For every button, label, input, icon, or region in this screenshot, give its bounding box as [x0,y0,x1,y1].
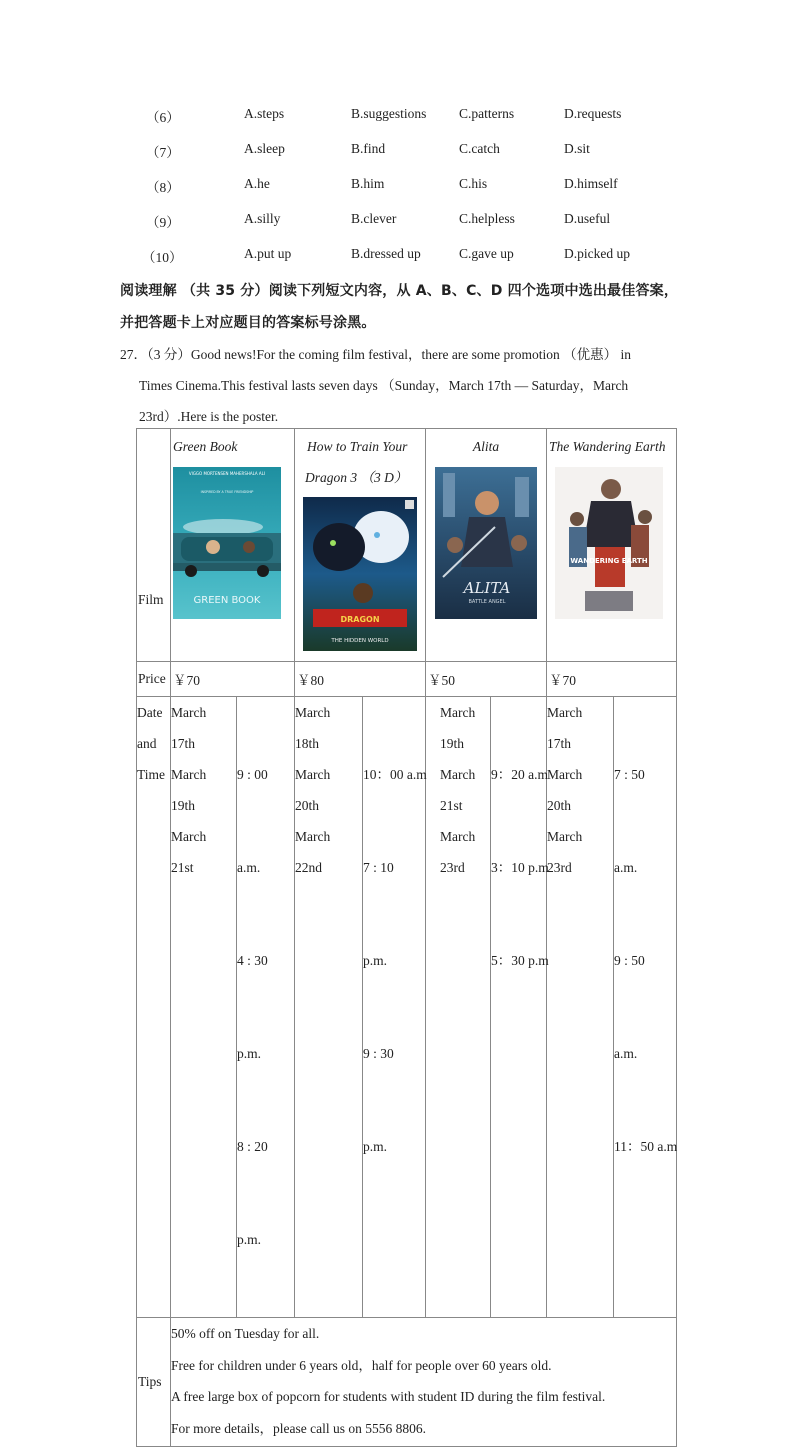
date-line: 17th [547,736,572,751]
time-line: 9 : 00 [237,767,268,782]
price-alita: ￥50 [426,662,547,697]
film-title-line2: Dragon 3 （3 D） [305,470,408,485]
film-label: Film [138,592,164,607]
time-line: 7 : 50 [614,767,645,782]
poster-title-text: GREEN BOOK [193,595,261,606]
date-line: March [295,767,331,782]
date-line: 22nd [295,860,322,875]
option-c: C.patterns [459,106,515,121]
film-cell-green-book [171,429,295,662]
option-number: （9） [146,215,180,230]
option-number: （7） [146,145,180,160]
poster-title-text: WANDERING EARTH [570,557,648,565]
date-line: 23rd [547,860,572,875]
poster-tagline: INSPIRED BY A TRUE FRIENDSHIP [200,490,254,494]
option-number: （6） [146,110,180,125]
dates-alita [426,697,491,1318]
poster-subtitle: BATTLE ANGEL [468,599,506,605]
section-heading-line1: 阅读理解 （共 35 分）阅读下列短文内容，从 A、B、C、D 四个选项中选出最佳答案， [120,283,679,299]
price-green-book: ￥70 [171,662,295,697]
option-d: D.himself [564,176,618,191]
option-row [0,141,794,161]
date-time-label-word: and [137,736,157,751]
date-line: 21st [171,860,194,875]
date-line: March [295,829,331,844]
option-b: B.him [351,176,385,191]
times-wandering-earth [614,697,677,1318]
option-row [0,211,794,231]
film-title: Alita [472,439,500,454]
dragon-poster [303,497,417,651]
option-a: A.steps [244,106,285,121]
poster-cast-names: VIGGO MORTENSEN MAHERSHALA ALI [188,471,266,476]
time-line: p.m. [363,953,388,968]
time-line: 3：10 p.m [491,860,549,875]
time-line: 11：50 a.m [614,1139,678,1154]
date-line: 19th [171,798,196,813]
date-line: March [547,829,583,844]
date-line: March [295,705,331,720]
dates-dragon-3 [295,697,363,1318]
date-line: 23rd [440,860,465,875]
time-line: a.m. [614,860,638,875]
cinema-poster-table [136,428,677,1447]
option-number: （8） [146,180,180,195]
time-line: 7 : 10 [363,860,394,875]
date-time-label-word: Date [137,705,163,720]
option-b: B.suggestions [351,106,427,121]
film-cell-the-wandering-earth [547,429,677,662]
date-time-row [137,697,677,1318]
price-dragon-3: ￥80 [295,662,426,697]
option-c: C.gave up [459,246,514,261]
poster-subtitle: THE HIDDEN WORLD [331,638,389,644]
option-row [0,106,794,126]
date-line: 18th [295,736,320,751]
film-cell-how-to-train-your-dragon-3 [295,429,426,662]
date-line: 20th [547,798,572,813]
date-line: March [440,705,476,720]
question-line1: 27．（3 分）Good news!For the coming film festival，there are some promotion （优惠） in [120,347,632,362]
date-time-label-word: Time [137,767,166,782]
time-line: 10：00 a.m [363,767,427,782]
time-line: 9 : 50 [614,953,645,968]
tips-cell [171,1318,677,1447]
date-time-label-cell [137,697,171,1318]
option-row [0,176,794,196]
date-line: 19th [440,736,465,751]
times-dragon-3 [363,697,426,1318]
film-label-cell [137,429,171,662]
option-a: A.silly [244,211,281,226]
option-c: C.catch [459,141,500,156]
option-a: A.he [244,176,270,191]
film-title: Green Book [173,439,238,454]
poster-title-text: DRAGON [340,615,380,624]
times-alita [491,697,547,1318]
time-line: 9 : 30 [363,1046,394,1061]
date-line: 21st [440,798,463,813]
option-row [0,246,794,266]
time-line: p.m. [237,1046,262,1061]
option-d: D.picked up [564,246,630,261]
tip-line: Free for children under 6 years old，half for people over 60 years old. [171,1357,552,1373]
times-green-book [237,697,295,1318]
date-line: March [171,705,207,720]
tip-line: For more details，please call us on 5556 8806. [171,1420,426,1436]
section-heading-line2: 并把答题卡上对应题目的答案标号涂黑。 [120,315,376,331]
date-line: 17th [171,736,196,751]
option-d: D.requests [564,106,622,121]
tip-line: A free large box of popcorn for students with student ID during the film festival. [171,1389,606,1404]
time-line: p.m. [363,1139,388,1154]
option-b: B.dressed up [351,246,421,261]
wandering-earth-poster [555,467,663,619]
price-row [137,662,677,697]
time-line: a.m. [614,1046,638,1061]
time-line: 8 : 20 [237,1139,268,1154]
date-line: March [547,767,583,782]
date-line: March [171,829,207,844]
film-row [137,429,677,662]
time-line: 4 : 30 [237,953,268,968]
dates-wandering-earth [547,697,614,1318]
date-line: March [547,705,583,720]
date-line: March [440,829,476,844]
time-line: a.m. [237,860,261,875]
option-a: A.sleep [244,141,285,156]
tips-label: Tips [137,1318,171,1447]
option-c: C.his [459,176,488,191]
option-a: A.put up [244,246,292,261]
option-b: B.find [351,141,386,156]
date-line: 20th [295,798,320,813]
price-wandering-earth: ￥70 [547,662,677,697]
date-line: March [171,767,207,782]
option-d: D.sit [564,141,590,156]
question-line3: 23rd）.Here is the poster. [139,409,279,424]
tip-line: 50% off on Tuesday for all. [171,1326,320,1341]
poster-title-text: ALITA [463,579,511,597]
price-label: Price [137,662,171,697]
film-title: The Wandering Earth [549,439,666,454]
time-line: p.m. [237,1232,262,1247]
film-cell-alita [426,429,547,662]
film-title-line1: How to Train Your [307,439,408,454]
option-b: B.clever [351,211,397,226]
option-d: D.useful [564,211,611,226]
tips-row [137,1318,677,1447]
green-book-poster [173,467,281,619]
option-number: （10） [142,250,183,265]
dates-green-book [171,697,237,1318]
time-line: 9：20 a.m [491,767,548,782]
date-line: March [440,767,476,782]
question-line2: Times Cinema.This festival lasts seven days （Sunday，March 17th — Saturday，March [139,378,629,393]
time-line: 5：30 p.m [491,953,549,968]
alita-poster [435,467,537,619]
option-c: C.helpless [459,211,515,226]
